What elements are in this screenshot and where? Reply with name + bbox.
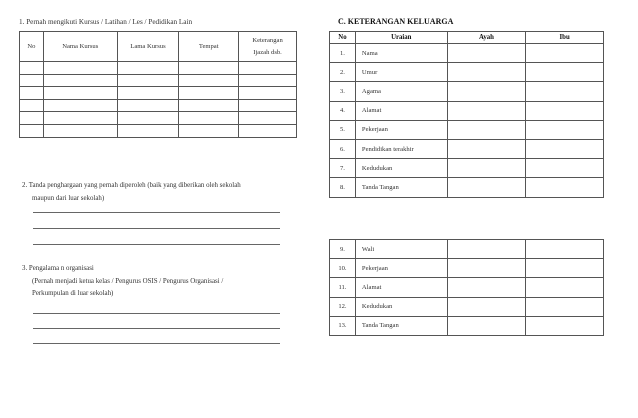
ayah-cell[interactable] <box>447 259 526 278</box>
ibu-cell[interactable] <box>526 159 604 178</box>
row-number: 12. <box>330 297 356 316</box>
ayah-cell[interactable] <box>447 178 526 197</box>
row-number: 8. <box>330 178 356 197</box>
header-ayah: Ayah <box>447 32 526 44</box>
family-row <box>330 178 604 197</box>
family-table <box>329 31 604 198</box>
course-cell[interactable] <box>20 124 44 137</box>
header-tempat: Tempat <box>179 32 239 62</box>
section-3-line3: Perkumpulan di luar sekolah) <box>32 290 114 297</box>
course-cell[interactable] <box>239 124 297 137</box>
course-cell[interactable] <box>43 87 117 100</box>
course-cell[interactable] <box>20 62 44 75</box>
row-label: Tanda Tangan <box>355 178 447 197</box>
course-cell[interactable] <box>179 74 239 87</box>
ayah-cell[interactable] <box>447 44 526 63</box>
header-no: No <box>330 32 356 44</box>
section-3-line2: (Pernah menjadi ketua kelas / Pengurus OSIS / Pengurus Organisasi / <box>32 277 224 285</box>
section-3-line1: 3. Pengalama n organisasi <box>22 265 94 272</box>
course-cell[interactable] <box>179 62 239 75</box>
family-row <box>330 278 604 297</box>
row-number: 2. <box>330 63 356 82</box>
header-keterangan <box>239 32 297 62</box>
course-cell[interactable] <box>117 74 179 87</box>
family-row <box>330 101 604 120</box>
family-row <box>330 82 604 101</box>
course-cell[interactable] <box>117 99 179 112</box>
course-cell[interactable] <box>117 124 179 137</box>
family-row <box>330 297 604 316</box>
family-row <box>330 159 604 178</box>
family-row <box>330 259 604 278</box>
row-number: 11. <box>330 278 356 297</box>
family-row <box>330 316 604 335</box>
ibu-cell[interactable] <box>526 44 604 63</box>
header-lama-kursus: Lama Kursus <box>117 32 179 62</box>
course-cell[interactable] <box>179 99 239 112</box>
ibu-cell[interactable] <box>526 240 604 259</box>
ibu-cell[interactable] <box>526 139 604 158</box>
section-1-title: 1. Pernah mengikuti Kursus / Latihan / Les / Pedidikan Lain <box>19 18 193 26</box>
row-number: 10. <box>330 259 356 278</box>
answer-line[interactable] <box>33 328 280 329</box>
course-cell[interactable] <box>239 99 297 112</box>
course-cell[interactable] <box>117 62 179 75</box>
header-keterangan-line1: Keterangan <box>252 36 283 44</box>
course-table-body <box>20 62 297 138</box>
ayah-cell[interactable] <box>447 63 526 82</box>
course-row <box>20 87 297 100</box>
guardian-table-body <box>330 240 604 336</box>
row-label: Tanda Tangan <box>355 316 447 335</box>
ayah-cell[interactable] <box>447 159 526 178</box>
section-2-line1: 2. Tanda penghargaan yang pernah diperoleh (baik yang diberikan oleh sekolah <box>22 182 241 189</box>
course-cell[interactable] <box>43 112 117 125</box>
course-cell[interactable] <box>117 112 179 125</box>
course-row <box>20 99 297 112</box>
course-cell[interactable] <box>239 74 297 87</box>
family-row <box>330 44 604 63</box>
course-cell[interactable] <box>239 62 297 75</box>
ayah-cell[interactable] <box>447 278 526 297</box>
section-2-line2: maupun dari luar sekolah) <box>32 194 105 202</box>
ibu-cell[interactable] <box>526 297 604 316</box>
row-label: Alamat <box>355 278 447 297</box>
section-2 <box>22 180 241 205</box>
ibu-cell[interactable] <box>526 120 604 139</box>
family-row <box>330 63 604 82</box>
answer-line[interactable] <box>33 313 280 314</box>
ayah-cell[interactable] <box>447 82 526 101</box>
ayah-cell[interactable] <box>447 120 526 139</box>
row-number: 9. <box>330 240 356 259</box>
family-table-body <box>330 44 604 198</box>
row-label: Alamat <box>355 101 447 120</box>
course-row <box>20 112 297 125</box>
course-cell[interactable] <box>43 124 117 137</box>
row-label: Agama <box>355 82 447 101</box>
ayah-cell[interactable] <box>447 316 526 335</box>
header-ibu: Ibu <box>526 32 604 44</box>
course-row <box>20 74 297 87</box>
family-row <box>330 120 604 139</box>
answer-line[interactable] <box>33 244 280 245</box>
row-number: 6. <box>330 139 356 158</box>
header-keterangan-line2: Ijazah dsb. <box>253 48 282 56</box>
ibu-cell[interactable] <box>526 101 604 120</box>
course-cell[interactable] <box>20 112 44 125</box>
ibu-cell[interactable] <box>526 278 604 297</box>
row-number: 4. <box>330 101 356 120</box>
family-row <box>330 139 604 158</box>
header-no: No <box>20 32 44 62</box>
header-uraian: Uraian <box>355 32 447 44</box>
row-number: 1. <box>330 44 356 63</box>
row-number: 5. <box>330 120 356 139</box>
ayah-cell[interactable] <box>447 139 526 158</box>
row-label: Pekerjaan <box>355 120 447 139</box>
row-label: Umur <box>355 63 447 82</box>
course-cell[interactable] <box>43 62 117 75</box>
course-cell[interactable] <box>20 99 44 112</box>
ibu-cell[interactable] <box>526 259 604 278</box>
course-cell[interactable] <box>239 87 297 100</box>
ayah-cell[interactable] <box>447 297 526 316</box>
section-3 <box>22 263 223 301</box>
course-cell[interactable] <box>43 99 117 112</box>
header-nama-kursus: Nama Kursus <box>43 32 117 62</box>
ibu-cell[interactable] <box>526 178 604 197</box>
row-number: 3. <box>330 82 356 101</box>
course-cell[interactable] <box>179 112 239 125</box>
course-cell[interactable] <box>20 87 44 100</box>
row-label: Kedudukan <box>355 297 447 316</box>
ayah-cell[interactable] <box>447 101 526 120</box>
course-row <box>20 124 297 137</box>
answer-line[interactable] <box>33 212 280 213</box>
family-section-title: C. KETERANGAN KELUARGA <box>338 17 454 26</box>
course-cell[interactable] <box>179 124 239 137</box>
row-label: Pekerjaan <box>355 259 447 278</box>
row-number: 7. <box>330 159 356 178</box>
course-cell[interactable] <box>179 87 239 100</box>
course-cell[interactable] <box>239 112 297 125</box>
ayah-cell[interactable] <box>447 240 526 259</box>
course-cell[interactable] <box>20 74 44 87</box>
ibu-cell[interactable] <box>526 316 604 335</box>
answer-line[interactable] <box>33 228 280 229</box>
course-row <box>20 62 297 75</box>
course-cell[interactable] <box>43 74 117 87</box>
answer-line[interactable] <box>33 343 280 344</box>
row-label: Kedudukan <box>355 159 447 178</box>
ibu-cell[interactable] <box>526 82 604 101</box>
row-label: Pendidikan terakhir <box>355 139 447 158</box>
ibu-cell[interactable] <box>526 63 604 82</box>
guardian-table <box>329 239 604 336</box>
course-cell[interactable] <box>117 87 179 100</box>
family-row <box>330 240 604 259</box>
course-table <box>19 31 297 138</box>
row-number: 13. <box>330 316 356 335</box>
row-label: Wali <box>355 240 447 259</box>
row-label: Nama <box>355 44 447 63</box>
